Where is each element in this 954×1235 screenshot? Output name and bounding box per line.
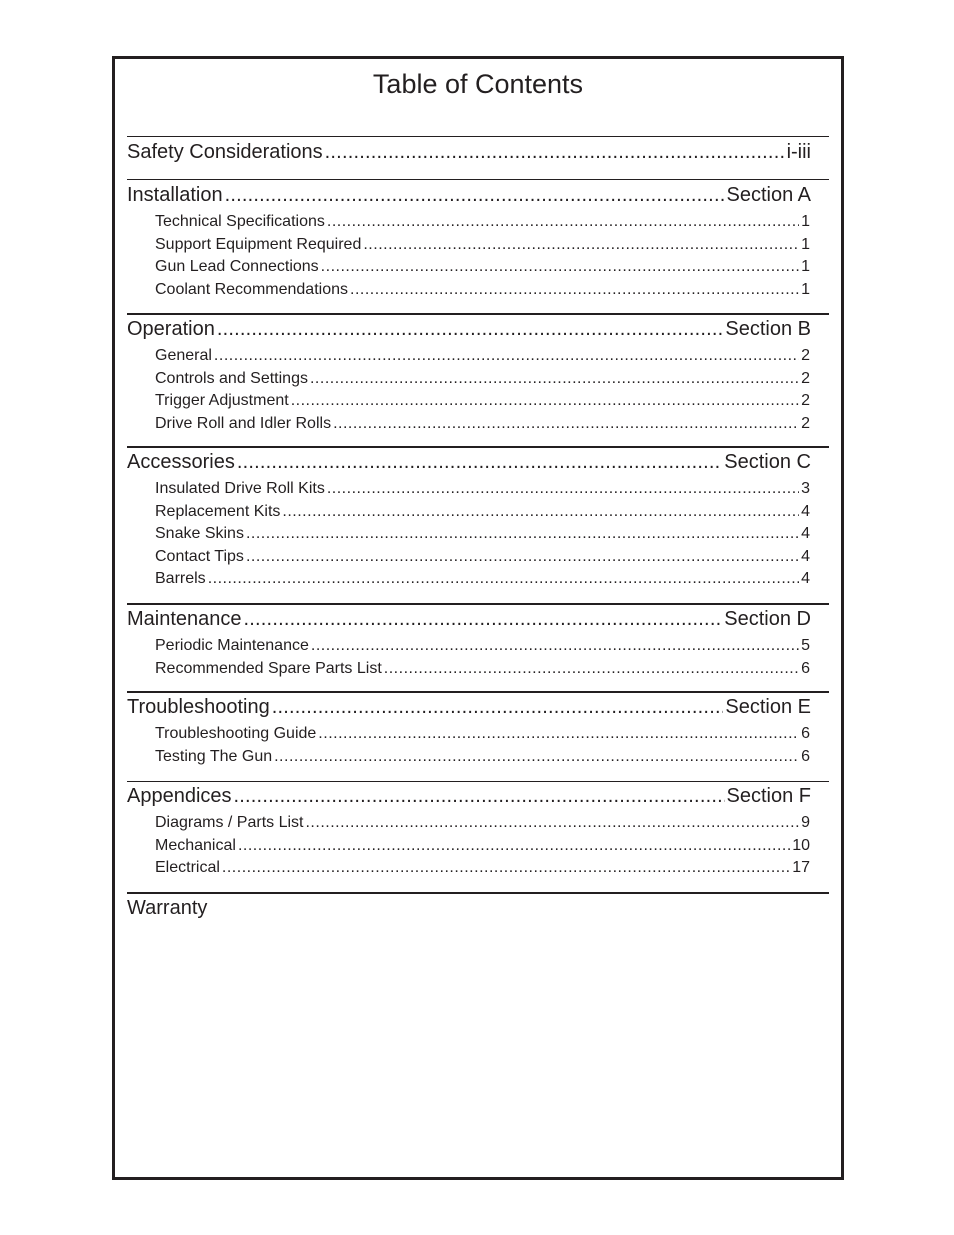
toc-subentry[interactable]: Insulated Drive Roll Kits ..... 3 (127, 478, 829, 501)
leader-dots (244, 607, 723, 631)
leader-dots (291, 390, 799, 413)
leader-dots (305, 812, 799, 835)
toc-entry-page[interactable]: Section C (724, 451, 811, 473)
page-frame (112, 56, 844, 1180)
leader-dots (327, 478, 799, 501)
toc-entry-label[interactable]: Troubleshooting (127, 696, 270, 718)
toc-subentry[interactable]: Support Equipment Required ..... 1 (127, 234, 829, 257)
toc-subentry[interactable]: Testing The Gun ..... 6 (127, 746, 829, 769)
leader-dots (208, 568, 799, 591)
leader-dots (311, 635, 799, 658)
leader-dots (217, 317, 724, 341)
toc-entry-label[interactable]: Safety Considerations (127, 141, 323, 163)
leader-dots (246, 546, 799, 569)
toc-subentry[interactable]: Technical Specifications ..... 1 (127, 211, 829, 234)
leader-dots (325, 140, 785, 164)
leader-dots (246, 523, 799, 546)
toc-section-troubleshooting (127, 691, 829, 781)
leader-dots (237, 450, 722, 474)
leader-dots (222, 857, 790, 880)
toc-entry-label[interactable]: Accessories (127, 451, 235, 473)
toc-entry-page[interactable]: Section A (726, 184, 811, 206)
toc-section-installation (127, 179, 829, 313)
toc-subentry[interactable]: Contact Tips ..... 4 (127, 546, 829, 569)
toc-entry-page[interactable]: Section E (725, 696, 811, 718)
toc-entry-page[interactable]: Section B (725, 318, 811, 340)
toc-entry-label[interactable]: Warranty (127, 897, 208, 919)
toc-section-operation (127, 313, 829, 446)
toc-subentry[interactable]: Controls and Settings ..... 2 (127, 368, 829, 391)
toc-subentry[interactable]: Electrical ..... 17 (127, 857, 829, 880)
toc-section-accessories (127, 446, 829, 603)
toc-subentry[interactable]: Gun Lead Connections ..... 1 (127, 256, 829, 279)
toc-entry-label[interactable]: Maintenance (127, 608, 242, 630)
leader-dots (350, 279, 799, 302)
toc-entry-label[interactable]: Appendices (127, 785, 232, 807)
leader-dots (384, 658, 799, 681)
leader-dots (318, 723, 799, 746)
toc-subentry[interactable]: Mechanical ..... 10 (127, 835, 829, 858)
leader-dots (282, 501, 799, 524)
leader-dots (238, 835, 790, 858)
toc-section-maintenance (127, 603, 829, 691)
leader-dots (234, 784, 725, 808)
leader-dots (321, 256, 799, 279)
toc-entry-label[interactable]: Operation (127, 318, 215, 340)
leader-dots (272, 695, 724, 719)
table-of-contents (127, 136, 829, 934)
toc-subentry[interactable]: General ..... 2 (127, 345, 829, 368)
leader-dots (363, 234, 799, 257)
toc-entry-page[interactable]: i-iii (786, 141, 811, 163)
leader-dots (274, 746, 799, 769)
toc-entry-label[interactable]: Installation (127, 184, 223, 206)
toc-subentry[interactable]: Troubleshooting Guide ..... 6 (127, 723, 829, 746)
page-title: Table of Contents (372, 69, 584, 99)
leader-dots (310, 368, 799, 391)
toc-section-appendices (127, 781, 829, 892)
toc-subentry[interactable]: Recommended Spare Parts List ..... 6 (127, 658, 829, 681)
toc-entry-page[interactable]: Section D (724, 608, 811, 630)
toc-subentry[interactable]: Periodic Maintenance ..... 5 (127, 635, 829, 658)
toc-entry-page[interactable]: Section F (726, 785, 811, 807)
toc-section-warranty (127, 892, 829, 934)
leader-dots (333, 413, 799, 436)
toc-subentry[interactable]: Barrels ..... 4 (127, 568, 829, 591)
toc-subentry[interactable]: Coolant Recommendations ..... 1 (127, 279, 829, 302)
toc-subentry[interactable]: Replacement Kits ..... 4 (127, 501, 829, 524)
leader-dots (225, 183, 725, 207)
leader-dots (327, 211, 799, 234)
toc-subentry[interactable]: Diagrams / Parts List ..... 9 (127, 812, 829, 835)
toc-subentry[interactable]: Drive Roll and Idler Rolls ..... 2 (127, 413, 829, 436)
leader-dots (214, 345, 799, 368)
toc-section-safety (127, 136, 829, 179)
toc-subentry[interactable]: Trigger Adjustment ..... 2 (127, 390, 829, 413)
toc-subentry[interactable]: Snake Skins ..... 4 (127, 523, 829, 546)
